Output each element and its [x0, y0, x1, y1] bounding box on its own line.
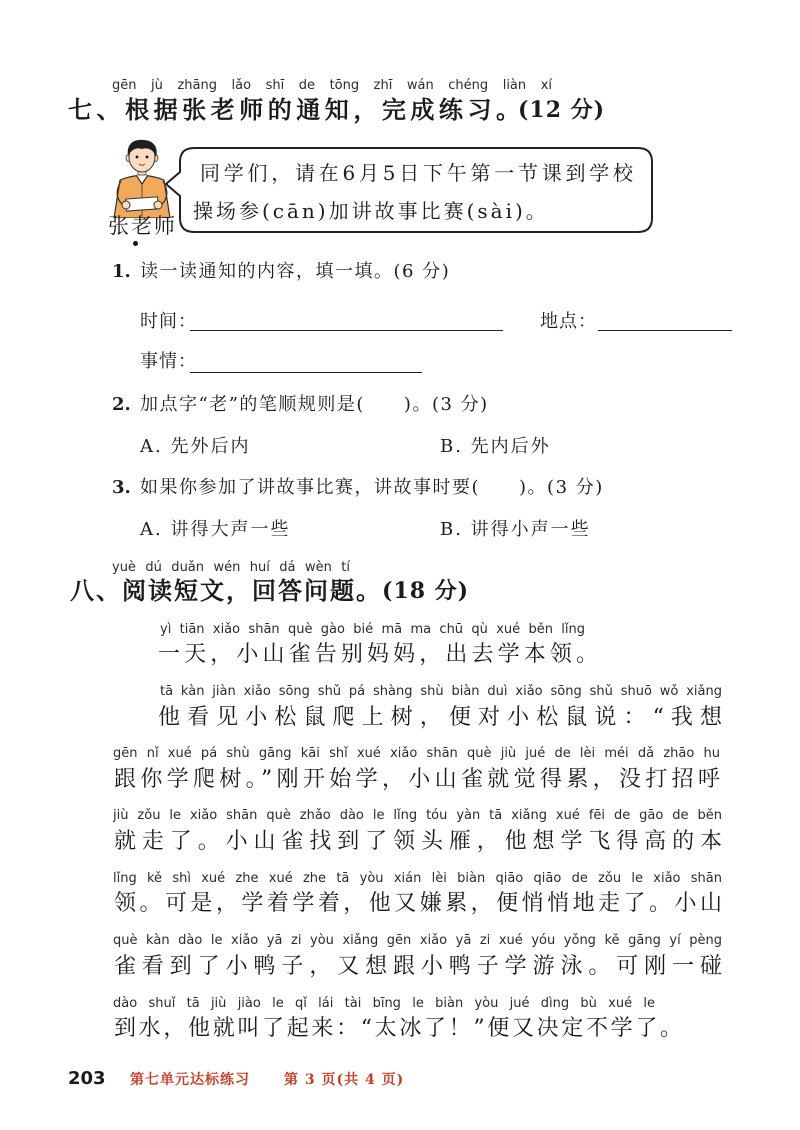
question-2-option-b: B. 先内后外: [440, 436, 551, 457]
notice-line-1: 同学们，请在6月5日下午第一节课到学校: [200, 161, 633, 185]
section7-heading: 七、根据张老师的通知，完成练习。: [68, 95, 520, 124]
teacher-head: [126, 140, 158, 175]
passage-line-5-pinyin: lǐng kě shì xué zhe xué zhe tā yòu xián lèi biàn qiāo qiāo de zǒu le xiǎo shān: [113, 871, 722, 886]
section8-score: (18 分): [382, 578, 470, 604]
unit-title: 第七单元达标练习: [130, 1072, 250, 1088]
passage-line-6: 雀看到了小鸭子，又想跟小鸭子学游泳。可刚一碰: [114, 954, 722, 979]
passage-line-7: 到水，他就叫了起来：“太冰了！”便又决定不学了。: [114, 1016, 682, 1041]
question-3-option-a: A. 讲得大声一些: [140, 519, 291, 540]
section8-heading-pinyin: yuè dú duǎn wén huí dá wèn tí: [112, 560, 350, 575]
question-3-option-b: B. 讲得小声一些: [440, 519, 591, 540]
section7-score: (12 分): [518, 97, 606, 123]
question-1-number: 1.: [112, 261, 131, 282]
section8-heading: 八、阅读短文，回答问题。: [70, 576, 380, 605]
place-answer-line: [598, 330, 732, 331]
passage-line-4: 就走了。小山雀找到了领头雁，他想学飞得高的本: [114, 829, 722, 854]
notice-line-2: 操场参(cān)加讲故事比赛(sài)。: [193, 199, 549, 223]
time-answer-line: [190, 330, 503, 331]
question-3: [112, 476, 604, 500]
question-1-text: 读一读通知的内容，填一填。(6 分): [140, 261, 451, 282]
passage-line-5: 领。可是，学着学着，他又嫌累，便悄悄地走了。小山: [114, 891, 722, 916]
passage-line-6-pinyin: què kàn dào le xiǎo yā zi yòu xiǎng gēn xiǎo yā zi xué yóu yǒng kě gāng yí pèng: [113, 933, 722, 948]
passage-line-7-pinyin: dào shuǐ tā jiù jiào le qǐ lái tài bīng le biàn yòu jué dìng bù xué le: [113, 996, 655, 1011]
question-2: [112, 393, 489, 417]
event-answer-line: [190, 372, 422, 373]
question-2-text: 加点字“老”的笔顺规则是( )。(3 分): [140, 394, 489, 415]
question-3-number: 3.: [112, 477, 131, 498]
section7-heading-pinyin: gēn jù zhāng lǎo shī de tōng zhī wán chéng liàn xí: [112, 78, 552, 93]
passage-line-1-pinyin: yì tiān xiǎo shān què gào bié mā ma chū qù xué běn lǐng: [160, 622, 585, 637]
passage-line-3-pinyin: gēn nǐ xué pá shù gāng kāi shǐ xué xiǎo shān què jiù jué de lèi méi dǎ zhāo hu: [113, 746, 720, 761]
emphasis-dot: [133, 241, 138, 246]
passage-line-1: 一天，小山雀告别妈妈，出去学本领。: [158, 642, 598, 667]
question-1: [112, 260, 450, 284]
page-info: 第 3 页(共 4 页): [284, 1072, 405, 1088]
notice-paper: [126, 197, 159, 211]
question-2-number: 2.: [112, 394, 131, 415]
question-2-option-a: A. 先外后内: [140, 436, 251, 457]
page-number: 203: [68, 1068, 106, 1089]
passage-line-4-pinyin: jiù zǒu le xiǎo shān què zhǎo dào le lǐng tóu yàn tā xiǎng xué fēi de gāo de běn: [113, 808, 722, 823]
passage-line-2-pinyin: tā kàn jiàn xiǎo sōng shǔ pá shàng shù biàn duì xiǎo sōng shǔ shuō wǒ xiǎng: [160, 684, 722, 699]
question-3-text: 如果你参加了讲故事比赛，讲故事时要( )。(3 分): [140, 477, 604, 498]
teacher-label: 张老师: [108, 214, 177, 238]
event-label: 事情：: [140, 351, 197, 372]
passage-line-2: 他看见小松鼠爬上树，便对小松鼠说：“我想: [158, 705, 722, 730]
time-label: 时间：: [140, 311, 197, 332]
passage-line-3: 跟你学爬树。”刚开始学，小山雀就觉得累，没打招呼: [114, 767, 720, 792]
place-label: 地点：: [540, 311, 597, 332]
